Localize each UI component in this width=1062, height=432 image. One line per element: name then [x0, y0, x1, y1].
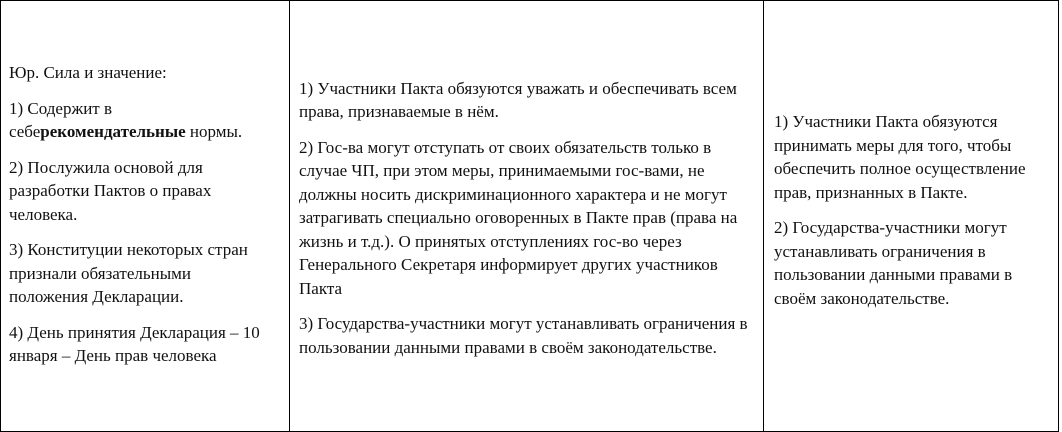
declaration-item-3: 3) Конституции некоторых стран признали обязательными положения Декларации. [9, 240, 248, 307]
civil-pact-item-1: 1) Участники Пакта обязуются уважать и обеспечивать всем права, признаваемые в нём. [299, 78, 737, 122]
economic-pact-item-2: 2) Государства-участники могут устанавливать ограничения в пользовании данными правами в своём законодательстве. [774, 218, 1013, 308]
civil-pact-item-2: 2) Гос-ва могут отступать от своих обязательств только в случае ЧП, при этом меры, принимаемыми гос-вами, не должны носить дискриминационного характера и не могут затрагивать специально оговоренных в Пакте прав (права на жизнь и т.д.). О принятых отступлениях гос-во через Генерального Секретаря информирует других участников Пакта [299, 137, 738, 298]
item-1-suffix: нормы. [185, 122, 243, 142]
item-1-prefix: 1) Содержит в себе [9, 98, 113, 142]
declaration-cell [1, 1, 290, 432]
declaration-item-1 [9, 97, 271, 144]
legal-force-heading: Юр. Сила и значение: [9, 63, 167, 83]
item-1-bold-term: рекомендательные [40, 122, 186, 142]
economic-pact-item-1: 1) Участники Пакта обязуются принимать меры для того, чтобы обеспечить полное осуществление прав, признанных в Пакте. [774, 112, 1026, 202]
declaration-item-4: 4) День принятия Декларация – 10 января – День прав человека [9, 322, 260, 366]
table-row [1, 1, 1059, 432]
economic-pact-cell-content [764, 110, 1058, 310]
civil-pact-cell-content [290, 77, 763, 360]
civil-pact-item-3: 3) Государства-участники могут устанавливать ограничения в пользовании данными правами в своём законодательстве. [299, 314, 748, 357]
economic-pact-cell [764, 1, 1059, 432]
declaration-item-2: 2) Послужила основой для разработки Пактов о правах человека. [9, 157, 212, 224]
declaration-cell-content [1, 61, 289, 368]
civil-pact-cell [290, 1, 764, 432]
